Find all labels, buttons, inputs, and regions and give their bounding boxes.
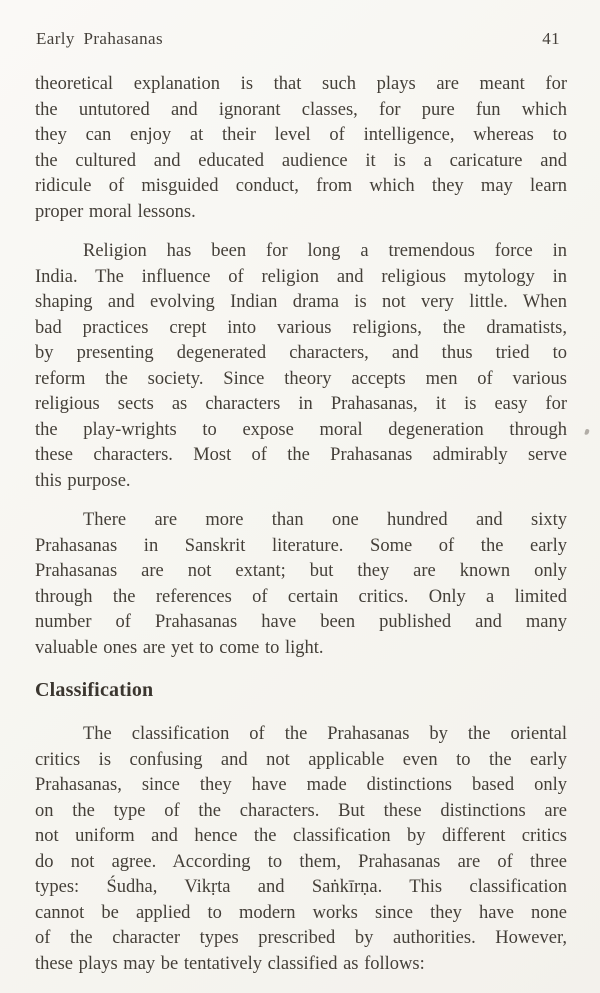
text-line: cannot be applied to modern works since they have none bbox=[35, 902, 567, 923]
section-heading: Classification bbox=[35, 679, 154, 701]
paragraph bbox=[35, 722, 567, 977]
paragraph bbox=[35, 72, 567, 225]
paragraph bbox=[35, 508, 567, 661]
text-line: The classification of the Prahasanas by the oriental bbox=[83, 724, 567, 744]
text-line: number of Prahasanas have been published and many bbox=[35, 612, 567, 632]
text-line: the play-wrights to expose moral degeneration through bbox=[35, 419, 567, 440]
text-line: religious sects as characters in Prahasanas, it is easy for bbox=[35, 394, 567, 414]
text-line: the cultured and educated audience it is a caricature and bbox=[35, 150, 567, 171]
text-line: shaping and evolving Indian drama is not very little. When bbox=[35, 292, 567, 312]
text-line: they can enjoy at their level of intelligence, whereas to bbox=[35, 125, 567, 145]
text-line: the untutored and ignorant classes, for pure fun which bbox=[35, 99, 567, 120]
text-line: this purpose. bbox=[35, 470, 131, 491]
text-line: by presenting degenerated characters, and thus tried to bbox=[35, 343, 567, 363]
text-line: of the character types prescribed by authorities. However, bbox=[35, 928, 567, 948]
text-body bbox=[0, 72, 600, 977]
page-number: 41 bbox=[542, 29, 560, 48]
text-line: reform the society. Since theory accepts men of various bbox=[35, 368, 567, 389]
text-line: Prahasanas in Sanskrit literature. Some of the early bbox=[35, 535, 567, 556]
text-line: on the type of the characters. But these distinctions are bbox=[35, 800, 567, 821]
text-line: types: Śudha, Vikṛta and Saṅkīrṇa. This classification bbox=[35, 877, 567, 897]
text-line: proper moral lessons. bbox=[35, 201, 196, 222]
text-line: Prahasanas are not extant; but they are known only bbox=[35, 561, 567, 581]
text-line: There are more than one hundred and sixty bbox=[83, 510, 567, 530]
text-line: ridicule of misguided conduct, from which they may learn bbox=[35, 176, 567, 196]
paragraph bbox=[35, 239, 567, 494]
text-line: through the references of certain critics. Only a limited bbox=[35, 586, 567, 607]
text-line: these characters. Most of the Prahasanas admirably serve bbox=[35, 445, 567, 465]
text-line: Prahasanas, since they have made distinctions based only bbox=[35, 775, 567, 795]
running-header-title: Early Prahasanas bbox=[36, 29, 163, 48]
page-header bbox=[0, 0, 600, 49]
text-line: do not agree. According to them, Prahasanas are of three bbox=[35, 851, 567, 872]
text-line: these plays may be tentatively classified as follows: bbox=[35, 953, 425, 974]
text-line: Religion has been for long a tremendous force in bbox=[83, 241, 567, 261]
text-line: critics is confusing and not applicable even to the early bbox=[35, 749, 567, 770]
text-line: bad practices crept into various religions, the dramatists, bbox=[35, 317, 567, 338]
text-line: valuable ones are yet to come to light. bbox=[35, 637, 324, 658]
text-line: theoretical explanation is that such plays are meant for bbox=[35, 74, 567, 94]
text-line: not uniform and hence the classification by different critics bbox=[35, 826, 567, 846]
text-line: India. The influence of religion and religious mytology in bbox=[35, 266, 567, 287]
